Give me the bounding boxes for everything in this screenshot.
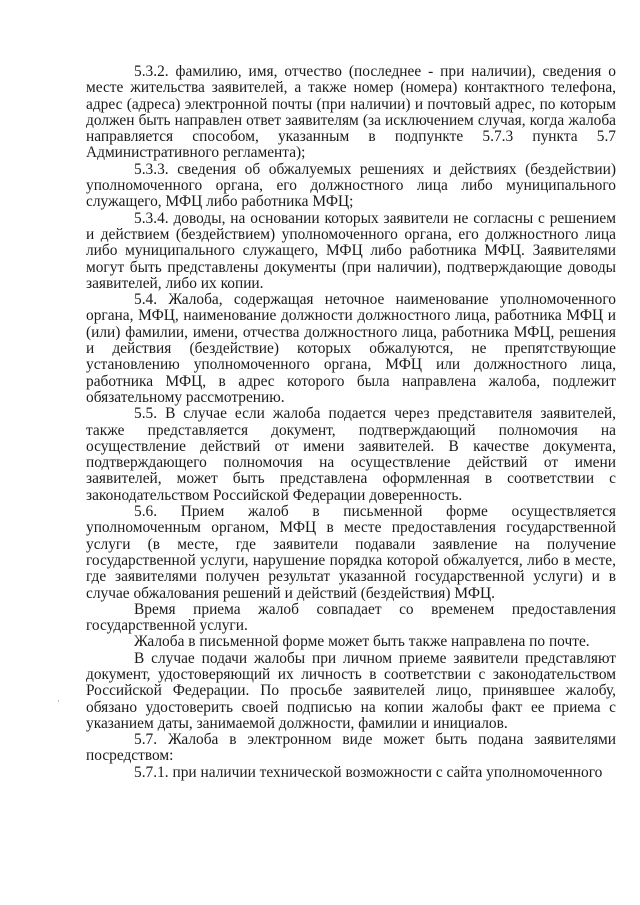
paragraph-5-7-1: 5.7.1. при наличии технической возможности с сайта уполномоченного <box>134 763 603 781</box>
paragraph-5-3-3: 5.3.3. сведения об обжалуемых решениях и действиях (бездействии) уполномоченного органа, его должностного лица либо муниципального служащего, МФЦ либо работника МФЦ; <box>86 160 616 211</box>
paragraph-5-5: 5.5. В случае если жалоба подается через представителя заявителей, также представляется документ, подтверждающий полномочия на осуществление действий от имени заявителей. В качестве документа, подтверждающего полномочия на осуществление действий от имени заявителей, может быть представлена оформленная в соответствии с законодательством Российской Федерации доверенность. <box>86 405 616 504</box>
paragraph-5-3-2: 5.3.2. фамилию, имя, отчество (последнее - при наличии), сведения о месте жительства заявителей, а также номер (номера) контактного телефона, адрес (адреса) электронной почты (при наличии) и почтовый адрес, по которым должен быть направлен ответ заявителям (за исключением случая, когда жалоба направляется способом, указанным в подпункте 5.7.3 пункта 5.7 Административного регламента); <box>86 63 616 162</box>
paragraph-5-7: 5.7. Жалоба в электронном виде может быть подана заявителями посредством: <box>86 731 616 765</box>
paragraph-reception-time: Время приема жалоб совпадает со временем предоставления государственной услуги. <box>86 600 616 635</box>
paragraph-5-6: 5.6. Прием жалоб в письменной форме осуществляется уполномоченным органом, МФЦ в месте предоставления государственной услуги (в месте, где заявители подавали заявление на получение государственной услуги, нарушение порядка которой обжалуется, либо в месте, где заявителями получен результат указанной государственной услуги) и в случае обжалования решений и действий (бездействия) МФЦ. <box>86 503 616 602</box>
paragraph-postal-complaint: Жалоба в письменной форме может быть также направлена по почте. <box>134 633 590 651</box>
scan-margin-mark <box>58 700 59 702</box>
document-page <box>86 64 616 781</box>
paragraph-5-3-4: 5.3.4. доводы, на основании которых заявители не согласны с решением и действием (бездействием) уполномоченного органа, его должностного лица либо муниципального служащего, МФЦ либо работника МФЦ. Заявителями могут быть представлены документы (при наличии), подтверждающие доводы заявителей, либо их копии. <box>86 209 616 292</box>
paragraph-personal-reception: В случае подачи жалобы при личном приеме заявители представляют документ, удостоверяющий их личность в соответствии с законодательством Российской Федерации. По просьбе заявителей лицо, принявшее жалобу, обязано удостоверить своей подписью на копии жалобы факт ее приема с указанием даты, занимаемой должности, фамилии и инициалов. <box>86 649 616 732</box>
paragraph-5-4: 5.4. Жалоба, содержащая неточное наименование уполномоченного органа, МФЦ, наименование должности должностного лица, работника МФЦ и (или) фамилии, имени, отчества должностного лица, работника МФЦ, решения и действия (бездействие) которых обжалуются, не препятствующие установлению уполномоченного органа, МФЦ или должностного лица, работника МФЦ, в адрес которого была направлена жалоба, подлежит обязательному рассмотрению. <box>86 291 616 406</box>
